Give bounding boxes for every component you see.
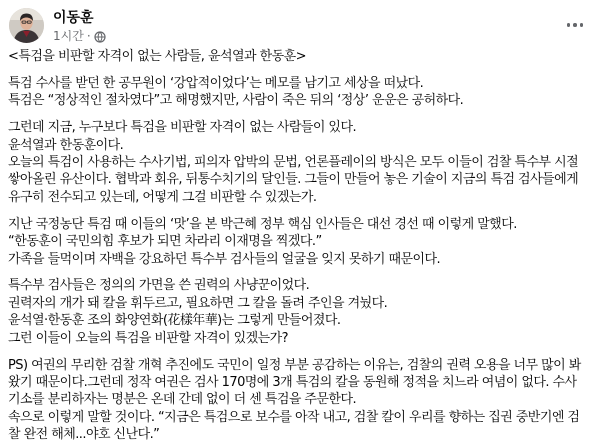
- post-line: 특검은 “정상적인 절차였다”고 해명했지만, 사람이 죽은 뒤의 ‘정상’ 운운은 공허하다.: [8, 93, 464, 109]
- post-time[interactable]: 1시간: [53, 29, 84, 43]
- globe-icon[interactable]: [94, 31, 106, 43]
- post-paragraph: [8, 357, 588, 444]
- post-meta: [53, 29, 106, 44]
- post-paragraph: [8, 119, 588, 206]
- post-line: 특검 수사를 받던 한 공무원이 ‘강압적이었다’는 메모를 남기고 세상을 떠났다.: [8, 75, 424, 91]
- post-line: 윤석열과 한동훈이다.: [8, 137, 124, 153]
- post-line: 그런데 지금, 누구보다 특검을 비판할 자격이 없는 사람들이 있다.: [8, 120, 357, 136]
- post-header: [8, 6, 592, 46]
- post-paragraph: [8, 216, 588, 268]
- post-line: 속으로 이렇게 말할 것이다. “지금은 특검으로 보수를 아작 내고, 검찰 칼이 우리를 향하는 집권 중반기엔 검찰 완전 해체...야호 신난다.”: [8, 409, 580, 443]
- post-paragraph: [8, 75, 588, 110]
- more-options-icon[interactable]: [564, 16, 586, 34]
- author-name[interactable]: 이동훈: [53, 10, 94, 26]
- more-dot: [573, 23, 577, 27]
- post-line: PS) 여권의 무리한 검찰 개혁 추진에도 국민이 일정 부분 공감하는 이유는, 검찰의 권력 오용을 너무 많이 봐왔기 때문이다.그런데 정작 여권은 검사 170명에 3개 특검의 칼을 동원해 정적을 치느라 여념이 없다. 수사 기소를 분리하자는 명분은 온데 간데 없이 더 센 특검을 주문한다.: [8, 357, 581, 408]
- post-heading: <특검을 비판할 자격이 없는 사람들, 윤석열과 한동훈>: [8, 49, 306, 64]
- more-dot: [567, 23, 571, 27]
- post-line: 윤석열·한동훈 조의 화양연화(花樣年華)는 그렇게 만들어졌다.: [8, 313, 341, 329]
- post-line: 권력자의 개가 돼 칼을 휘두르고, 필요하면 그 칼을 돌려 주인을 겨눴다.: [8, 295, 388, 311]
- post-line: 그런 이들이 오늘의 특검을 비판할 자격이 있겠는가?: [8, 330, 289, 346]
- post-body: [8, 48, 588, 444]
- post-paragraph: [8, 277, 588, 347]
- post-line: 가족을 들먹이며 자백을 강요하던 특수부 검사들의 얼굴을 잊지 못하기 때문이다.: [8, 251, 441, 267]
- post-line: 오늘의 특검이 사용하는 수사기법, 피의자 압박의 문법, 언론플레이의 방식은 모두 이들이 검찰 특수부 시절 쌓아올린 유산이다. 협박과 회유, 뒤통수치기의 달인들. 그들이 만들어 놓은 기술이 지금의 특검 검사들에게 유구히 전수되고 있는데, 어떻게 그걸 비판할 수 있겠는가.: [8, 155, 579, 205]
- post-line: “한동훈이 국민의힘 후보가 되면 차라리 이재명을 찍겠다.”: [8, 234, 322, 250]
- post-paragraph: [8, 48, 588, 65]
- post-line: 특수부 검사들은 정의의 가면을 쓴 권력의 사냥꾼이었다.: [8, 278, 310, 294]
- profile-photo: [9, 8, 44, 43]
- meta-separator: ·: [86, 29, 91, 43]
- post-line: 지난 국정농단 특검 때 이들의 ‘맛’을 본 박근혜 정부 핵심 인사들은 대선 경선 때 이렇게 말했다.: [8, 216, 517, 232]
- avatar[interactable]: [9, 8, 44, 43]
- more-dot: [580, 23, 584, 27]
